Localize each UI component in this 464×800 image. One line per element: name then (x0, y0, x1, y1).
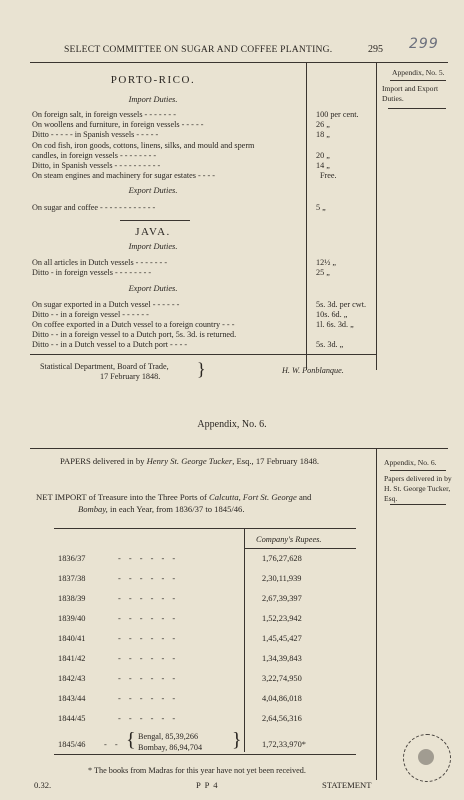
pr-export-row-value: 5 „ (316, 203, 326, 212)
table-bottom-rule (54, 754, 356, 755)
footer-left: 0.32. (34, 780, 52, 790)
net-import-ports: Calcutta, Fort St. George (209, 492, 297, 502)
net-import-text: of Treasure into the Three Ports of (86, 492, 210, 502)
java-import-heading: Import Duties. (128, 242, 178, 251)
pr-import-row-value: 14 „ (316, 161, 330, 170)
table-row-amount: 1,72,33,970* (262, 740, 306, 749)
net-import-and: and (296, 492, 312, 502)
net-import-bombay: Bombay, (78, 504, 108, 514)
right-brace-icon: } (232, 729, 242, 751)
signature-name: H. W. Fonblanque. (282, 366, 344, 375)
table-row-amount: 4,04,86,018 (262, 694, 302, 703)
sidebar-6-rule (390, 470, 446, 471)
java-import-row-value: 12½ „ (316, 258, 337, 267)
table-top-rule (54, 528, 356, 529)
porto-rico-title: PORTO-RICO. (110, 74, 196, 86)
table-row-leader: - - - - - - (118, 614, 179, 623)
java-export-row-value: 10s. 6d. „ (316, 310, 348, 319)
table-row-leader: - - - - - - (118, 554, 179, 563)
java-export-row-label: Ditto - - in a Dutch vessel to a Dutch port - - - - (32, 340, 188, 349)
table-row-year: 1837/38 (58, 574, 86, 583)
pr-import-row-label: candles, in foreign vessels - - - - - - - - (32, 151, 157, 160)
papers-delivered-line (60, 456, 319, 466)
footer-signature-mark: P P 4 (196, 780, 219, 790)
porto-rico-import-heading: Import Duties. (128, 95, 178, 104)
table-row-year: 1845/46 (58, 740, 86, 749)
table-row-amount: 2,67,39,397 (262, 594, 302, 603)
pr-import-row-value: 100 per cent. (316, 110, 359, 119)
signature-rule (30, 354, 376, 355)
sidebar-divider (376, 62, 377, 370)
porto-rico-export-heading: Export Duties. (128, 186, 178, 195)
footer-catchword: STATEMENT (322, 780, 372, 790)
table-row-year: 1844/45 (58, 714, 86, 723)
java-import-row-label: Ditto - in foreign vessels - - - - - - - - (32, 268, 152, 277)
papers-suffix: , Esq., 17 February 1848. (232, 456, 320, 466)
java-export-row-value: 1l. 6s. 3d. „ (316, 320, 354, 329)
papers-prefix: PAPERS delivered in by (60, 456, 147, 466)
table-row-leader: - - - - - - (118, 674, 179, 683)
appendix-6-title: Appendix, No. 6. (197, 419, 267, 430)
table-row-leader: - - (104, 740, 121, 749)
pr-import-row-label: Ditto, in Spanish vessels - - - - - - - - - - (32, 161, 161, 170)
table-column-divider (244, 528, 245, 752)
java-export-row-value: 5s. 3d. per cwt. (316, 300, 367, 309)
table-row-year: 1838/39 (58, 594, 86, 603)
pr-import-row-label: On cod fish, iron goods, cottons, linens, silks, and mould and sperm (32, 141, 255, 150)
table-row-leader: - - - - - - (118, 654, 179, 663)
table-row-amount: 3,22,74,950 (262, 674, 302, 683)
page-number: 295 (368, 44, 383, 55)
net-import-label: NET IMPORT (36, 492, 87, 502)
table-row-leader: - - - - - - (118, 694, 179, 703)
appendix-6-top-rule (30, 448, 448, 449)
java-export-row-value: 5s. 3d. „ (316, 340, 344, 349)
table-row-year: 1836/37 (58, 554, 86, 563)
java-export-row-label: Ditto - - in a foreign vessel to a Dutch port, 5s. 3d. is returned. (32, 330, 237, 339)
pr-import-row-value: 20 „ (316, 151, 330, 160)
library-stamp-icon (403, 734, 451, 782)
sidebar-6-rule-2 (390, 504, 446, 505)
table-row-leader: - - - - - - (118, 574, 179, 583)
table-row-leader: - - - - - - (118, 714, 179, 723)
bengal-value: Bengal, 85,39,266 (138, 732, 199, 741)
java-import-row-label: On all articles in Dutch vessels - - - - - - - (32, 258, 168, 267)
table-header-rule (244, 548, 356, 549)
table-row-year: 1840/41 (58, 634, 86, 643)
table-row-year: 1841/42 (58, 654, 86, 663)
java-export-row-label: On sugar exported in a Dutch vessel - - - - - - (32, 300, 180, 309)
signature-department: Statistical Department, Board of Trade, (40, 362, 169, 371)
table-row-amount: 2,30,11,939 (262, 574, 302, 583)
pr-import-row-value: 26 „ (316, 120, 330, 129)
signature-date: 17 February 1848. (100, 372, 161, 381)
table-row-amount: 1,45,45,427 (262, 634, 302, 643)
pr-import-row-value: Free. (320, 171, 337, 180)
sidebar-appendix-5-note: Import and Export Duties. (382, 84, 439, 103)
pr-import-row-value: 18 „ (316, 130, 330, 139)
sidebar-appendix-6-note: Papers delivered in by H. St. George Tucker, Esq. (384, 474, 452, 503)
section-rule (120, 220, 190, 221)
sidebar-rule-2 (388, 108, 446, 109)
footnote: * The books from Madras for this year have not yet been received. (88, 766, 306, 775)
signature-brace-icon: } (197, 359, 206, 379)
table-row-amount: 1,34,39,843 (262, 654, 302, 663)
net-import-line-2 (78, 504, 245, 514)
running-title: SELECT COMMITTEE ON SUGAR AND COFFEE PLANTING. (64, 44, 333, 55)
bombay-value: Bombay, 86,94,704 (138, 743, 203, 752)
pr-import-row-label: On woollens and furniture, in foreign vessels - - - - - (32, 120, 204, 129)
table-row-year: 1839/40 (58, 614, 86, 623)
table-row-year: 1842/43 (58, 674, 86, 683)
table-row-amount: 1,76,27,628 (262, 554, 302, 563)
pr-export-row-label: On sugar and coffee - - - - - - - - - - - - (32, 203, 156, 212)
appendix-6-sidebar-divider (376, 448, 377, 780)
pr-import-row-label: On foreign salt, in foreign vessels - - - - - - - (32, 110, 176, 119)
pr-import-row-label: On steam engines and machinery for sugar estates - - - - (32, 171, 216, 180)
pr-import-row-label: Ditto - - - - - in Spanish vessels - - - - - (32, 130, 159, 139)
net-import-line-1 (36, 492, 311, 502)
left-brace-icon: { (126, 729, 136, 751)
java-export-heading: Export Duties. (128, 284, 178, 293)
table-row-amount: 2,64,56,316 (262, 714, 302, 723)
top-rule (30, 62, 448, 63)
java-export-row-label: On coffee exported in a Dutch vessel to a foreign country - - - (32, 320, 235, 329)
table-row-leader: - - - - - - (118, 594, 179, 603)
table-row-year: 1843/44 (58, 694, 86, 703)
handwritten-page-number: 299 (409, 36, 439, 52)
table-row-leader: - - - - - - (118, 634, 179, 643)
sidebar-appendix-6-title: Appendix, No. 6. (384, 458, 437, 467)
papers-name: Henry St. George Tucker (146, 456, 233, 466)
sidebar-rule (390, 80, 446, 81)
java-import-row-value: 25 „ (316, 268, 330, 277)
table-row-amount: 1,52,23,942 (262, 614, 302, 623)
net-import-years: in each Year, from 1836/37 to 1845/46. (107, 504, 245, 514)
table-column-header: Company's Rupees. (256, 535, 322, 544)
java-export-row-label: Ditto - - in a foreign vessel - - - - - - (32, 310, 149, 319)
column-divider (306, 62, 307, 370)
java-title: JAVA. (135, 226, 171, 238)
sidebar-appendix-5-title: Appendix, No. 5. (392, 68, 445, 77)
